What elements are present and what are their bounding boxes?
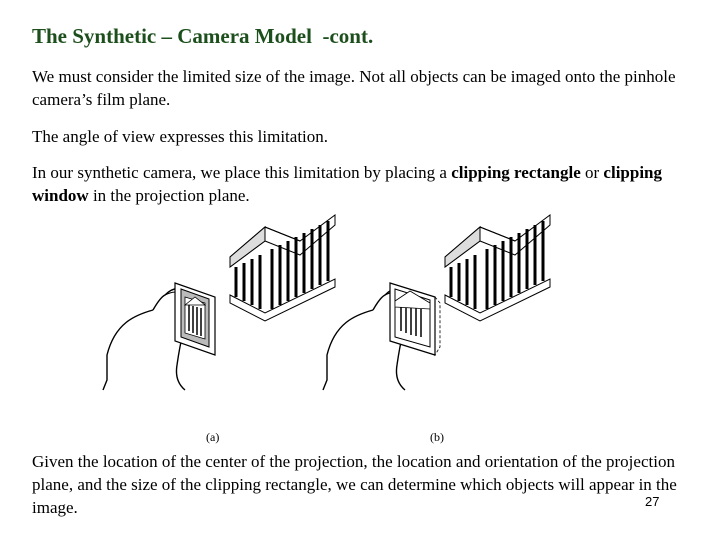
page-number: 27 bbox=[645, 494, 660, 509]
figure-label-b: (b) bbox=[430, 430, 444, 444]
paragraph-angle-of-view: The angle of view expresses this limitation. bbox=[32, 127, 329, 146]
figure-panel-a bbox=[103, 215, 335, 390]
paragraph-image-size: We must consider the limited size of the image. Not all objects can be imaged onto the pinhole camera’s film plane. bbox=[32, 67, 676, 109]
figure-panel-b bbox=[323, 215, 550, 390]
clipping-text-or: or bbox=[580, 163, 604, 182]
clipping-window-term: clipping window bbox=[32, 163, 663, 205]
clipping-rectangle-term: clipping rectangle bbox=[451, 163, 581, 182]
paragraph-conclusion: Given the location of the center of the projection, the location and orientation of the projection plane, and the size of the clipping rectangle, we can determine which objects will appear in the image. bbox=[32, 452, 677, 517]
figure-label-a: (a) bbox=[206, 430, 220, 444]
synthetic-camera-figure bbox=[95, 205, 575, 445]
slide-title: The Synthetic – Camera Model -cont. bbox=[32, 24, 374, 48]
clipping-text-end: in the projection plane. bbox=[88, 186, 250, 205]
clipping-text-start: In our synthetic camera, we place this limitation by placing a bbox=[32, 163, 452, 182]
paragraph-clipping bbox=[32, 161, 692, 207]
